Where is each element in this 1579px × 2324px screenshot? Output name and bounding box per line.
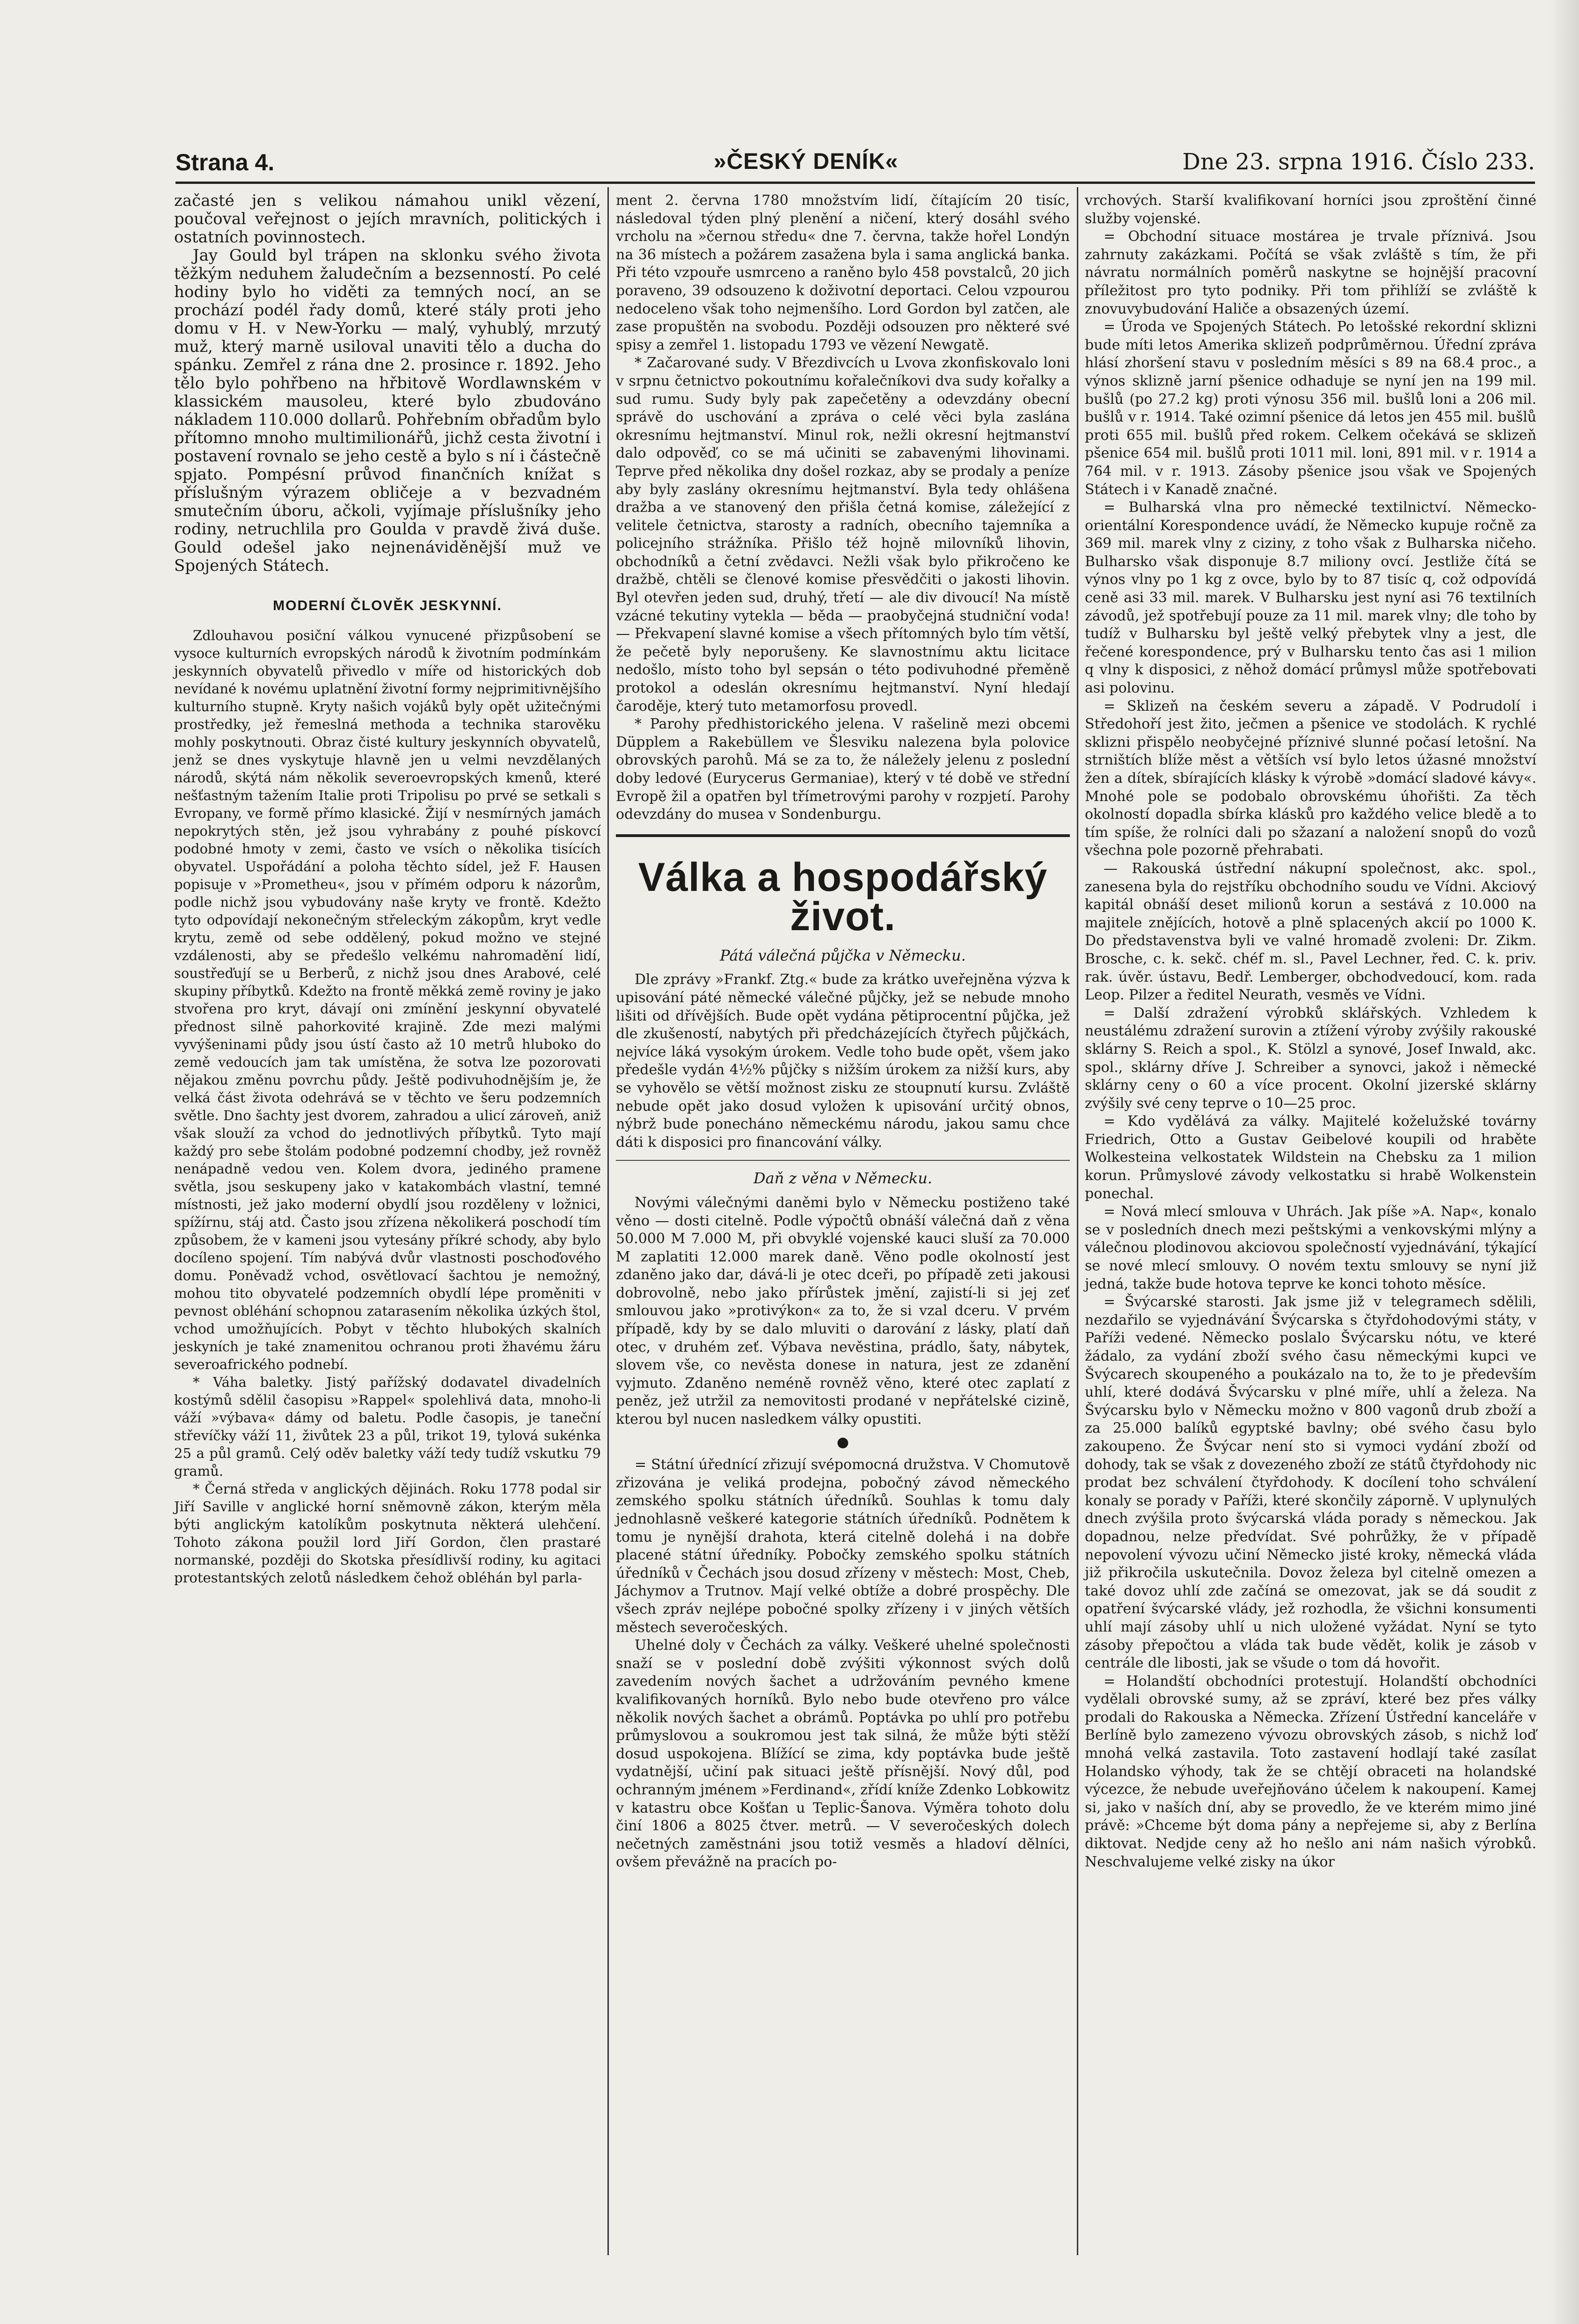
- article-paragraph: = Obchodní situace mostárea je trvale příznivá. Jsou zahrnuty zakázkami. Počítá se však zvláště s tím, že při návratu normálních poměrů naskytne se hojnější pracovní příležitost pro tyto podniky. Při tom přihlíží se zvláště k znovuvybudování Haliče a obsazených území.: [1085, 228, 1536, 317]
- article-paragraph: Uhelné doly v Čechách za války. Veškeré uhelné společnosti snaží se v poslední době zvýšiti výkonnost svých dolů zavedením nových šachet a udržováním pevného kmene kvalifikovaných horníků. Bylo nebo bude otevřeno pro válce několik nových šachet a obrámů. Poptávka po uhlí pro potřebu průmyslovou a soukromou jest tak silná, že může býti stěží dosud uspokojena. Blížící se zima, kdy poptávka bude ještě vydatnější, učiní pak situaci ještě přísnější. Nový důl, pod ochranným jménem »Ferdinand«, zřídí kníže Zdenko Lobkowitz v katastru obce Košťan u Teplic-Šanova. Výměra tohoto dolu činí 1806 a 8025 čtver. metrů. — V severočeských dolech nečetných zaměstnáni jsou totiž vesměs a hladoví dělníci, ovšem převážně na pracích po-: [616, 1637, 1070, 1871]
- article-paragraph: — Rakouská ústřední nákupní společnost, akc. spol., zanesena byla do rejstříku obchodního soudu ve Vídni. Akciový kapitál obnáší deset milionů korun a sestává z 10.000 na majitele znějících, hotově a plně splacených akcií po 1000 K. Do představenstva byli ve valné hromadě zvoleni: Dr. Zikm. Brosche, c. k. sekč. chéf m. sl., Pavel Lechner, řed. C. k. priv. rak. úvěr. ústavu, Bedř. Lemberger, obchodvedoucí, kom. rada Leop. Pilzer a ředitel Neurath, vesměs ve Vídni.: [1085, 860, 1536, 1004]
- article-paragraph: = Nová mlecí smlouva v Uhrách. Jak píše »A. Nap«, konalo se v posledních dnech mezi peštskými a venkovskými mlýny a válečnou plodinovou akciovou společností vyjednávání, týkající se nové mlecí smlouvy. O novém textu smlouvy se nyní již jedná, takže bude hotova teprve ke konci tohoto měsíce.: [1085, 1203, 1536, 1292]
- article-paragraph: * Černá středa v anglických dějinách. Roku 1778 podal sir Jiří Saville v anglické horní sněmovně zákon, kterým měla býti anglickým katolíkům poskytnuta některá ulehčení. Tohoto zákona použil lord Jiří Gordon, člen prastaré normanské, později do Skotska přesídlivší rodiny, ku agitaci protestantských zelotů následkem čehož obléhán byl parla-: [174, 1480, 601, 1586]
- column-2: [616, 192, 1070, 1872]
- header-rule: [175, 182, 1535, 184]
- bullet-ornament: ●: [836, 1434, 849, 1450]
- article-paragraph: = Bulharská vlna pro německé textilnictví. Německo-orientální Korespondence uvádí, že Německo kupuje ročně za 369 mil. marek vlny z ciziny, z toho však z Bulharska ničeho. Bulharsko však disponuje 8.7 miliony ovcí. Jestliže čítá se výnos vlny po 1 kg z ovce, bylo by to 87 tisíc q, což odpovídá ceně asi 33 mil. marek. V Bulharsku jest nyní asi 76 textilních závodů, jež spotřebují pouze za 11 mil. marek vlny; dle toho by tudíž v Bulharsku byl ještě velký přebytek vlny a jest, dle řečené korespondence, prý v Bulharsku tento čas asi 1 milion q vlny k disposici, z něhož domácí průmysl může spotřebovati asi polovinu.: [1085, 499, 1536, 697]
- column-3: [1085, 192, 1536, 1871]
- section-divider: [616, 834, 1070, 837]
- article-paragraph: Dle zprávy »Frankf. Ztg.« bude za krátko uveřejněna výzva k upisování páté německé válečné půjčky, jež se nebude mnoho lišiti od dřívějších. Bude opět vydána pětiprocentní půjčka, jež dle zkušeností, nabytých při předcházejících čtyřech půjčkách, nejvíce láká vysokým úrokem. Vedle toho bude opět, všem jako předešle vydán 4½% půjčky s nižším úrokem za nižší kurs, aby se vyhovělo se větší možnost zisku ze stoupnutí kursu. Zvláště nebude opět jako dosud vyložen k upisování určitý obnos, nýbrž bude ponecháno německému národu, jakou samu chce dáti k disposici pro financování války.: [616, 971, 1070, 1151]
- newspaper-title: »ČESKÝ DENÍK«: [714, 149, 899, 174]
- section-title: MODERNÍ ČLOVĚK JESKYNNÍ.: [273, 598, 502, 613]
- gould-article: [174, 192, 601, 575]
- article-paragraph: Zdlouhavou posiční válkou vynucené přizpůsobení se vysoce kulturních evropských národů k životním podmínkám jeskynních obyvatelů přivedlo v míře od historických dob nevídané k novému uplatnění životní formy nejprimitivnějšího kulturního stupně. Kryty našich vojáků byly opět užitečnými prostředky, jež řemeslná methoda a technika starověku mohly poskytnouti. Obraz čisté kultury jeskynních obyvatelů, jenž se dnes vyskytuje hlavně jen u velmi nevzdělaných národů, skýtá nám několik severoevropských kmenů, které nešťastným tažením Italie proti Tripolisu po prvé se setkali s Evropany, ve formě přímo klasické. Žijí v nesmírných jamách nepokrytých stěn, jež jsou vyhrabány z pouhé pískovcí podobné hmoty v zemi, často ve vsích o několika tisících obyvatel. Uspořádání a poloha těchto sídel, jež F. Hausen popisuje v »Prometheu«, jsou v přímém odporu k názorům, podle nichž jsou vybudovány naše kryty ve frontě. Kdežto tyto odpovídají nekonečným střeleckým zákopům, kryt vedle krytu, země od sebe oddělený, pokud možno ve stejné vzdálenosti, aby se předešlo velkému nahromadění lidí, soustřeďují se u Berberů, z nichž jsou dnes Arabové, celé skupiny příbytků. Kdežto na frontě měkká země roviny je jako stvořena pro kryt, dávají oni zmínění jeskynní obyvatelé přednost silně pahorkovité krajině. Zde mezi malými vyvýšeninami půdy jsou ústí často až 10 metrů hluboko do země vedoucích jam tak umístěna, že sotva lze pozorovati nějakou změnu povrchu půdy. Ještě podivuhodnějším je, že velká část života odehrává se v těchto ve šeru podzemních světle. Dno šachty jest dvorem, zahradou a ulicí zároveň, aniž však slouží za vchod do jednotlivých příbytků. Tyto mají každý pro sebe štolám podobné podzemní chodby, jež rovněž nenápadně vedou ven. Kolem dvora, jediného pramene světla, jsou seskupeny jako v katakombách vlastní, temné místnosti, jež jako moderní obydlí jsou rozděleny v ložnici, spížírnu, stáj atd. Často jsou zřízena několikerá poschodí tím způsobem, že v kameni jsou vytesány příkré schody, aby bylo docíleno spojení. Tím nabývá dvůr vlastnosti poschoďového domu. Poněvadž vchod, osvětlovací šachtou je nemožný, mohou tito obyvatelé podzemních obydlí lépe proměniti v pevnost obléhání schopnou zatarasením několika úzkých štol, vchod umožňujících. Pobyt v těchto hlubokých skalních jeskyních je také znamenitou ochranou proti žhavému žáru severoafrického podnebí.: [174, 627, 601, 1372]
- article-paragraph: = Sklizeň na českém severu a západě. V Podrudolí i Středohoří jest žito, ječmen a pšenice ve stodolách. K rychlé sklizni přispělo neobyčejné příznivé slunné počasí letošní. Na strništích blíže měst a větších vsí bylo letos úžasné množství žen a dítek, sbírajících klásky k výrobě »domácí sladové kávy«. Mnohé pole se podobalo obrovskému úhořišti. Za těch okolností dopadla sbírka klásků pro každého velice bledě a to tím spíše, že rolníci dali po sžazaní a naložení snopů do vozů všechna pole pozorně přehrabati.: [1085, 698, 1536, 859]
- article-paragraph: ment 2. června 1780 množstvím lidí, čítajícím 20 tisíc, následoval týden plný plenění a ničení, který dosáhl svého vrcholu na »černou středu« dne 7. června, takže hořel Londýn na 36 místech a požárem zasažena byla i sama anglická banka. Při této vzpouře usmrceno a raněno bylo 458 povstalců, 20 jich poraveno, 39 odsouzeno k doživotní deportaci. Celou vzpourou nedoceleno však toho nejmenšího. Lord Gordon byl zatčen, ale zase propuštěn na svobodu. Později odsouzen pro některé své spisy a zemřel 1. listopadu 1793 ve vězení Newgatě.: [616, 192, 1070, 353]
- article-paragraph: Novými válečnými daněmi bylo v Německu postiženo také věno — dosti citelně. Podle výpočtů obnáší válečná daň z věna 50.000 M 7.000 M, při obvyklé vojenské kauci sluší za 70.000 M zaplatiti 12.000 marek daně. Věno podle okolností jest zdaněno jako dar, dává-li je otec dceři, po případě zeti jakousi dobrovolně, nebo jako přírůstek jmění, zajistí-li si jej zeť smlouvou jako »protivýkon« za to, že si vzal dceru. V prvém případě, kdy by se dalo mluviti o darování z lásky, platí daň otec, v druhém zeť. Výbava nevěstina, prádlo, šaty, nábytek, slovem vše, co nevěsta donese in natura, jest ze zdanění vyjmuto. Zdaněno neméně rovněž věno, které otec zaplatí z peněz, jež utržil za nemovitosti prodané v nepřátelské cizině, kterou byl nucen nasledkem války opustiti.: [616, 1194, 1070, 1428]
- cave-article: [174, 627, 601, 1587]
- article-paragraph: * Začarované sudy. V Březdivcích u Lvova zkonfiskovalo loni v srpnu četnictvo pokoutnímu kořalečníkovi dva sudy kořalky a sud rumu. Sudy byly pak zapečetěny a odevzdány obecní správě do uschování a zpráva o celé věci byla zaslána okresnímu hejtmanství. Minul rok, nežli okresní hejtmanství dalo odpověď, co se má učiniti se zabavenými lihovinami. Teprve před několika dny došel rozkaz, aby se prodaly a peníze aby byly zaslány okresnímu hejtmanství. Byla tedy ohlášena dražba a ve stanovený den přišla četná komise, záležející z velitele četnictva, starosty a radních, obecního tajemníka a policejního strážníka. Přišlo též hojně milovníků lihovin, obchodníků a četní zvědavci. Nežli však bylo přikročeno ke dražbě, chtěli se členové komise přesvědčiti o jakosti lihovin. Byl otevřen jeden sud, druhý, třetí — ale div divoucí! Na místě vzácné tekutiny vytekla — běda — praobyčejná studniční voda! — Překvapení slavné komise a všech přítomných bylo tím větší, že pečetě byly neporušeny. Ke slavnostnímu aktu licitace nedošlo, místo toho byl sepsán o této podivuhodné přeměně protokol a odeslán okresnímu hejtmanství. Nyní hledají čaroděje, který tuto metamorfosu provedl.: [616, 355, 1070, 714]
- article-paragraph: = Státní úřednící zřizují svépomocná družstva. V Chomutově zřizována je veliká prodejna, pobočný závod německého zemského spolku státních úředníků. Souhlas k tomu daly jednohlasně veškeré kategorie státních úředníků. Podnětem k tomu je nynější drahota, která citelně dolehá i na dobře placené státní úředníky. Pobočky zemského spolku státních úředníků v Čechách jsou dosud zřízeny v městech: Most, Cheb, Jáchymov a Trutnov. Mají velké obtíže a dobré prospěchy. Dle všech zpráv nejlépe pobočné spolky zřízeny i v jiných větších městech severočeských.: [616, 1457, 1070, 1636]
- column-rule-1: [607, 187, 609, 2255]
- page-number: Strana 4.: [175, 149, 275, 175]
- article-paragraph: * Parohy předhistorického jelena. V rašelině mezi obcemi Düpplem a Rakebüllem ve Šlesviku nalezena byla polovice obrovských parohů. Má se za to, že náležely jelenu z poslední doby ledové (Eurycerus Germaniae), který v té době ve střední Evropě žil a opatřen byl třímetrovými parohy v rozpjetí. Parohy odevzdány do musea v Sondenburgu.: [616, 716, 1070, 823]
- column-rule-2: [1077, 187, 1078, 2255]
- article-paragraph: Jay Gould byl trápen na sklonku svého života těžkým neduhem žaludečním a bezsenností. Po celé hodiny bylo ho viděti za temných nocí, an se prochází podél řady domů, které stály proti jeho domu v H. v New-Yorku — malý, vyhublý, mrzutý muž, který marně usiloval unaviti tělo a ducha do spánku. Zemřel z rána dne 2. prosince r. 1892. Jeho tělo bylo pohřbeno na hřbitově Wordlawnském v klassickém mausoleu, které bylo zbudováno nákladem 110.000 dollarů. Pohřebním obřadům bylo přítomno mnoho multimilionářů, jichž cesta životní i postavení rovnalo se jeho cestě a bylo s ní i částečně spjato. Pompésní průvod finančních knížat s příslušným výrazem obličeje a v bezvadném smutečním úboru, ačkoli, vyjímaje příslušníky jeho rodiny, netruchlila pro Goulda v pravdě živá duše. Gould odešel jako nejnenáviděnější muž ve Spojených Státech.: [174, 246, 601, 575]
- article-paragraph: začasté jen s velikou námahou unikl vězení, poučoval veřejnost o jejích mravních, politických i ostatních povinnostech.: [174, 191, 601, 247]
- article-paragraph: vrchových. Starší kvalifikovaní horníci jsou zproštění činné služby vojenské.: [1085, 192, 1536, 227]
- article-paragraph: = Další zdražení výrobků sklářských. Vzhledem k neustálému zdražení surovin a ztížení výroby zvýšily rakouské sklárny S. Reich a spol., K. Stölzl a synové, Josef Inwald, akc. spol., sklárny dříve J. Schreiber a synovci, jakož i německé sklárny ceny o 60 a více procent. Okolní jizerské sklárny zvýšily své ceny teprve o 10—25 proc.: [1085, 1005, 1536, 1112]
- article-title: Pátá válečná půjčka v Německu.: [720, 946, 966, 964]
- page-edge-shadow: [1551, 0, 1579, 2324]
- article-paragraph: = Úroda ve Spojených Státech. Po letošské rekordní sklizni bude míti letos Amerika sklizeň podprůměrnou. Úřední zpráva hlásí zhoršení stavu v posledním měsíci s 89 na 68.4 proc., a výnos sklizně jarní pšenice odhaduje se nyní jen na 199 mil. bušlů (po 27.2 kg) proti výnosu 356 mil. bušlů loni a 206 mil. bušlů v r. 1914. Také ozimní pšenice dá letos jen 455 mil. bušlů proti 655 mil. bušlů před rokem. Celkem očekává se sklizeň pšenice 654 mil. bušlů proti 1011 mil. loni, 891 mil. v r. 1914 a 764 mil. v r. 1913. Zásoby pšenice jsou však ve Spojených Státech i v Kanadě značné.: [1085, 319, 1536, 498]
- article-paragraph: = Kdo vydělává za války. Majitelé koželužské továrny Friedrich, Otto a Gustav Geibelové koupili od hraběte Wolkesteina velkostatek Wildstein na Chebsku za 1 milion korun. Průmyslové závody velkostatku si hrabě Wolkenstein ponechal.: [1085, 1113, 1536, 1202]
- section-banner: Válka a hospodářský život.: [638, 854, 1048, 939]
- article-paragraph: = Holandští obchodníci protestují. Holandští obchodníci vydělali obrovské sumy, až se zpráví, které bez přes války prodali do Rakouska a Německa. Zřízení Ústřední kanceláře v Berlíně bylo zamezeno vývozu obrovských zásob, s nichž loď mnohá velká zastavila. Toto zastavení hodlají také zasílat Holandsko výhody, tak že se chtějí obraceti na holandské výcezce, že nebude uveřejňováno účelem k nakoupení. Kamej si, jako v naších dní, aby se provedlo, že ve kterém mimo jiné právě: »Chceme být doma pány a nepřejeme si, aby z Berlína diktovat. Nedjde ceny až ho nešlo ani nám našich výrobků. Neschvalujeme velké zisky na úkor: [1085, 1673, 1536, 1870]
- page-header: [175, 140, 1535, 178]
- column-1: [174, 192, 601, 1587]
- article-title: Daň z věna v Německu.: [753, 1169, 932, 1187]
- article-paragraph: = Švýcarské starosti. Jak jsme již v telegramech sdělili, nezdařilo se vyjednávání Švýcarska s čtyřdohodovými státy, v Paříži vedené. Německo poslalo Švýcarsku nótu, ve které žádalo, za vydání zboží svého času německými kupci ve Švýcarech skoupeného a poukázalo na to, že to je především uhlí, které dodává Švýcarsku v plné míře, uhlí a železa. Na Švýcarsku bylo v Německu možno v 800 vagonů drub zboží a za 25.000 balíků egyptské bavlny; obé svého času bylo zakoupeno. Že Švýcar není sto si vymoci vydání zboží od dohody, tak se však z dovezeného zboží ze států čtyřdohody nic prodat bez schválení čtyřdohody. K docílení toho schválení konaly se porady v Paříži, které skončily záporně. V uplynulých dnech zvýšila proto švýcarská vláda porady s německou. Jak dopadnou, nelze předvídat. Své pohrůžky, že v případě nepovolení vývozu učiní Německo jisté kroky, německá vláda již přikročila uskutečnila. Dovoz železa byl citelně omezen a také dovoz uhlí zde začíná se omezovat, jak se dá soudit z opatření švýcarské vlády, jež rozhodla, že všichni konsumenti uhlí mají zásoby uhlí u nich uložené vyžádat. Nyní se tyto zásoby přepočtou a vláda tak bude vědět, kolik je zásob v centrále dle libosti, jak se všude o tom dá hovořit.: [1085, 1294, 1536, 1672]
- article-divider: [616, 1160, 1070, 1161]
- issue-date: Dne 23. srpna 1916. Číslo 233.: [1182, 149, 1535, 175]
- article-paragraph: * Váha baletky. Jistý pařížský dodavatel divadelních kostýmů sdělil časopisu »Rappel« spolehlivá data, mnoho-li váží »výbava« dámy od baletu. Podle časopis, je taneční střevíčky váží 11, živůtek 23 a půl, trikot 19, tylová sukénka 25 a půl gramů. Celý oděv baletky váží tedy tudíž vskutku 79 gramů.: [174, 1374, 601, 1479]
